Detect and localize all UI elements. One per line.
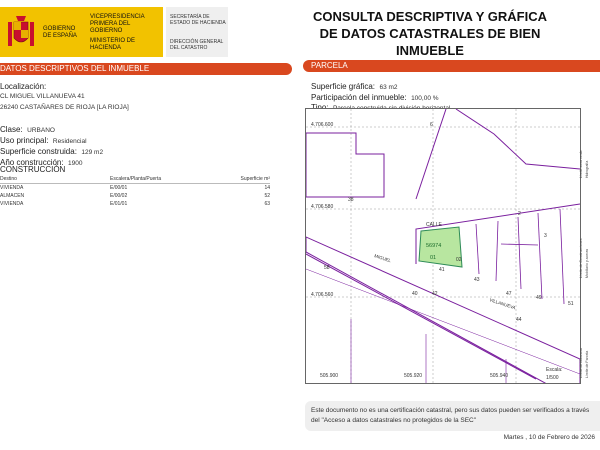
table-cell: ALMACEN (0, 193, 25, 199)
participacion-label: Participación del inmueble: (311, 93, 407, 102)
map-label: 6 (430, 122, 433, 128)
legend-item: Límite de Parcela (585, 350, 589, 378)
vicepresidency-text: VICEPRESIDENCIA PRIMERA DEL GOBIERNO (90, 14, 145, 34)
map-label: 02 (456, 257, 462, 263)
map-label: 38 (348, 197, 354, 203)
superficie-label: Superficie construida: (0, 147, 77, 156)
address-line-1: CL MIGUEL VILLANUEVA 41 (0, 93, 85, 100)
disclaimer-text: Este documento no es una certificación catastral, pero sus datos pueden ser verificados a través del "Acceso a datos catastrales no protegidos de la SEC" (311, 407, 590, 424)
coord-y-3: 4.706.560 (311, 292, 334, 298)
map-label: 42 (432, 291, 438, 297)
table-row (0, 192, 270, 200)
cadastral-map[interactable] (305, 108, 581, 384)
map-label: 51 (568, 301, 574, 307)
uso-value: Residencial (52, 138, 87, 145)
map-label: 3 (544, 233, 547, 239)
table-header-destino: Destino (0, 175, 110, 184)
coord-x-2: 505.920 (404, 373, 423, 379)
map-legend (574, 108, 600, 382)
table-cell: E/00/01 (110, 185, 128, 191)
direction-text: DIRECCIÓN GENERAL DEL CATASTRO (170, 39, 224, 51)
parcel-id-label: 56974 (426, 243, 442, 249)
legend-item: Mobiliario y aceras (585, 248, 589, 278)
coord-y-2: 4.706.580 (311, 204, 334, 210)
construction-table (0, 175, 270, 208)
table-cell: E/00/02 (110, 193, 128, 199)
table-cell: 63 (264, 201, 270, 207)
table-header-planta: Escalera/Planta/Puerta (110, 175, 220, 184)
title-line-1: CONSULTA DESCRIPTIVA Y GRÁFICA (312, 9, 547, 24)
parcel-unit-label: 01 (430, 255, 437, 261)
table-row (0, 184, 270, 193)
map-label: 43 (474, 277, 480, 283)
uso-label: Uso principal: (0, 136, 49, 145)
page-title (300, 8, 560, 59)
clase-value: URBANO (27, 127, 55, 134)
map-label: 2 (518, 211, 521, 217)
map-label: 44 (516, 317, 522, 323)
table-header-row (0, 175, 270, 184)
address-line-2: 26240 CASTAÑARES DE RIOJA [LA RIOJA] (0, 104, 129, 111)
superficie-value: 129 m2 (81, 149, 104, 156)
table-cell: 52 (264, 193, 270, 199)
table-cell: VIVIENDA (0, 185, 24, 191)
map-label: 41 (439, 267, 445, 273)
coord-y-1: 4.706.600 (311, 122, 334, 128)
table-header-superficie: Superficie m² (220, 175, 270, 184)
sup-grafica-value: 63 m2 (379, 84, 398, 91)
map-label: MIGUEL (373, 253, 392, 264)
construccion-title: CONSTRUCCIÓN (0, 165, 66, 174)
map-label: VILLANUEVA (488, 297, 517, 311)
gov-spain-text: GOBIERNO DE ESPAÑA (43, 26, 77, 39)
anio-value: 1900 (68, 160, 83, 167)
tipo-label: Tipo: (311, 103, 329, 112)
secretary-text: SECRETARÍA DE ESTADO DE HACIENDA (170, 14, 226, 26)
table-row (0, 200, 270, 208)
tipo-value: Parcela construida sin división horizontal (332, 105, 451, 112)
descriptive-data-header: DATOS DESCRIPTIVOS DEL INMUEBLE (0, 63, 292, 75)
coord-x-3: 505.940 (490, 373, 509, 379)
sup-grafica-label: Superficie gráfica: (311, 82, 376, 91)
scale-label: Escala: (546, 367, 563, 373)
table-cell: VIVIENDA (0, 201, 24, 207)
map-label: 40 (412, 291, 418, 297)
table-cell: 14 (264, 185, 270, 191)
anio-label: Año construcción: (0, 158, 64, 167)
map-label: 58 (324, 265, 330, 271)
title-line-2: DE DATOS CATASTRALES DE BIEN INMUEBLE (319, 26, 541, 58)
table-cell: E/01/01 (110, 201, 128, 207)
parcel-header: PARCELA (303, 60, 600, 72)
legend-item: Límite zona verde (579, 150, 583, 178)
map-label: 49 (536, 295, 542, 301)
legend-item: Límite de Construcciones (579, 238, 583, 278)
legend-item: Hidrografía (585, 160, 589, 178)
clase-label: Clase: (0, 125, 23, 134)
coat-of-arms-icon (6, 14, 36, 52)
map-label: CALLE (426, 222, 442, 228)
scale-value: 1/500 (546, 375, 559, 381)
ministry-text: MINISTERIO DE HACIENDA (90, 38, 136, 51)
localizacion-label: Localización: (0, 82, 47, 91)
document-date: Martes , 10 de Febrero de 2026 (503, 434, 595, 441)
legend-item: Límite de Manzana (579, 348, 583, 378)
coord-x-1: 505.900 (320, 373, 339, 379)
participacion-value: 100,00 % (411, 95, 439, 102)
map-label: 47 (506, 291, 512, 297)
